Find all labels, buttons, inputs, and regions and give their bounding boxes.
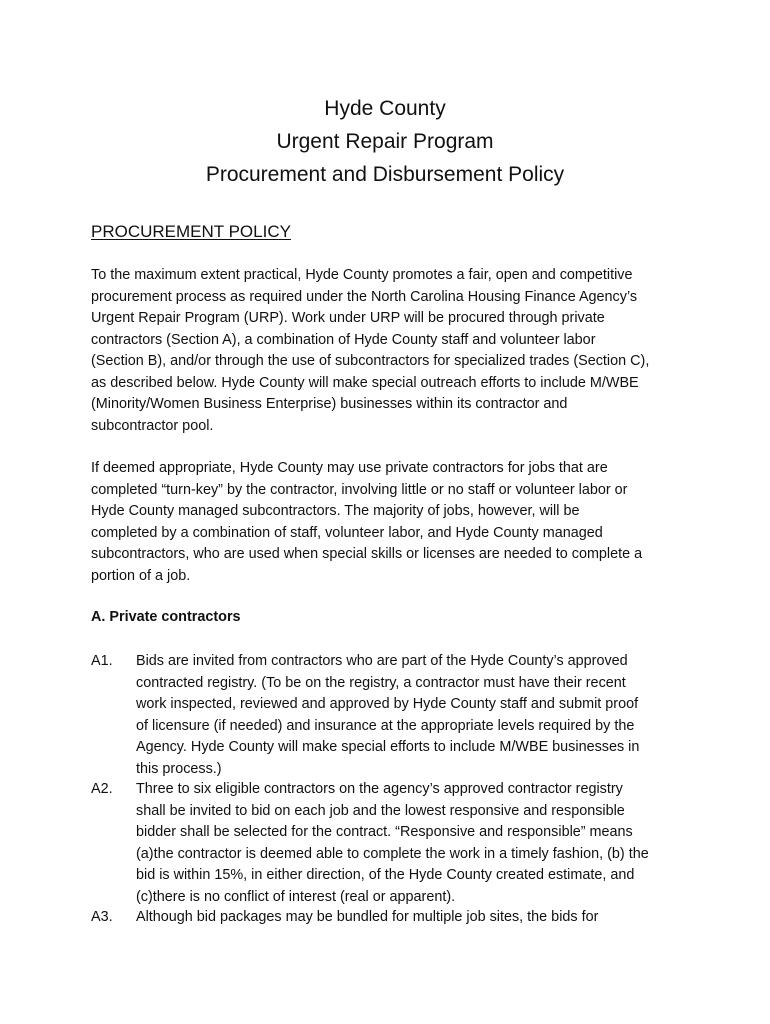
paragraph-line: subcontractors, who are used when special skills or licenses are needed to complete a — [91, 546, 643, 562]
paragraph-line: as described below. Hyde County will make special outreach efforts to include M/WBE — [91, 374, 639, 391]
item-line: contracted registry. (To be on the registry, a contractor must have their recent — [136, 674, 626, 691]
item-number: A1. — [91, 653, 113, 669]
item-line: (c)there is no conflict of interest (real or apparent). — [136, 888, 456, 905]
document-title — [0, 92, 770, 191]
paragraph-line: portion of a job. — [91, 567, 191, 584]
item-line: bidder shall be selected for the contract. “Responsive and responsible” means — [136, 824, 633, 840]
item-line: of licensure (if needed) and insurance at the appropriate levels required by the — [136, 717, 635, 734]
item-line: work inspected, reviewed and approved by Hyde County staff and submit proof — [136, 696, 639, 712]
item-line: this process.) — [136, 760, 222, 777]
item-line: Three to six eligible contractors on the agency’s approved contractor registry — [136, 781, 623, 797]
title-program: Urgent Repair Program — [276, 130, 494, 153]
item-body — [136, 907, 696, 929]
procurement-policy-heading: PROCUREMENT POLICY — [91, 222, 291, 241]
section-a-heading: A. Private contractors — [91, 609, 241, 625]
paragraph-line: Urgent Repair Program (URP). Work under URP will be procured through private — [91, 310, 605, 326]
item-body — [136, 779, 696, 908]
paragraph-line: completed by a combination of staff, volunteer labor, and Hyde County managed — [91, 524, 603, 541]
item-line: Although bid packages may be bundled for multiple job sites, the bids for — [136, 909, 599, 925]
paragraph-line: completed “turn-key” by the contractor, involving little or no staff or volunteer labor or — [91, 481, 628, 498]
paragraph-line: subcontractor pool. — [91, 417, 214, 434]
paragraph-line: procurement process as required under the North Carolina Housing Finance Agency’s — [91, 288, 638, 305]
item-line: bid is within 15%, in either direction, of the Hyde County created estimate, and — [136, 867, 635, 883]
item-line: shall be invited to bid on each job and the lowest responsive and responsible — [136, 802, 625, 819]
paragraph-line: (Minority/Women Business Enterprise) businesses within its contractor and — [91, 396, 568, 412]
item-number: A3. — [91, 909, 113, 925]
item-number: A2. — [91, 781, 113, 797]
title-policy: Procurement and Disbursement Policy — [205, 163, 565, 186]
item-line: (a)the contractor is deemed able to complete the work in a timely fashion, (b) the — [136, 845, 649, 862]
paragraph-line: contractors (Section A), a combination of Hyde County staff and volunteer labor — [91, 331, 596, 348]
paragraph-line: Hyde County managed subcontractors. The majority of jobs, however, will be — [91, 503, 580, 519]
item-body — [136, 651, 696, 780]
intro-paragraph — [91, 265, 681, 437]
paragraph-line: (Section B), and/or through the use of subcontractors for specialized trades (Section C), — [91, 353, 650, 369]
paragraph-line: To the maximum extent practical, Hyde County promotes a fair, open and competitive — [91, 267, 633, 283]
paragraph-line: If deemed appropriate, Hyde County may use private contractors for jobs that are — [91, 460, 608, 476]
item-line: Bids are invited from contractors who are part of the Hyde County’s approved — [136, 653, 628, 669]
title-county: Hyde County — [324, 97, 446, 120]
contractors-paragraph — [91, 458, 681, 587]
item-line: Agency. Hyde County will make special efforts to include M/WBE businesses in — [136, 739, 640, 755]
